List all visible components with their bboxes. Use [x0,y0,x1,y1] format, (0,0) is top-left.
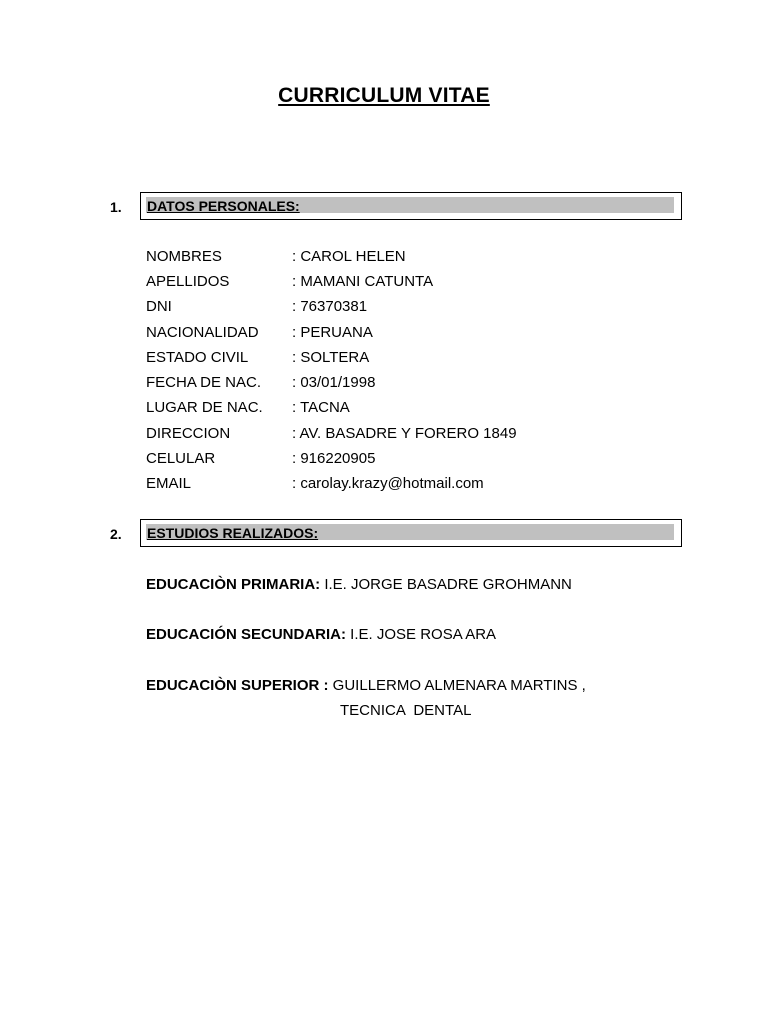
section-header-label: DATOS PERSONALES: [147,198,300,214]
field-label: DIRECCION [146,425,231,442]
field-label: ESTADO CIVIL [146,349,249,366]
field-label: LUGAR DE NAC. [146,399,263,416]
field-label: FECHA DE NAC. [146,374,262,391]
field-label: NOMBRES [146,248,222,265]
field-value: : SOLTERA [292,349,370,366]
section-number: 1. [110,199,122,215]
field-value: : MAMANI CATUNTA [292,273,434,290]
field-value: : CAROL HELEN [292,248,406,265]
education-superior [146,677,586,695]
education-label: EDUCACIÒN PRIMARIA: [146,576,321,593]
field-value: : AV. BASADRE Y FORERO 1849 [292,425,517,442]
field-value: : PERUANA [292,324,373,341]
field-value: : carolay.krazy@hotmail.com [292,475,484,492]
section-header-estudios-realizados [140,519,682,547]
field-value: : 916220905 [292,450,376,467]
section-number: 2. [110,526,122,542]
field-label: APELLIDOS [146,273,230,290]
education-secondary [146,626,496,644]
field-value: : 76370381 [292,298,368,315]
field-label: DNI [146,298,172,315]
education-value: GUILLERMO ALMENARA MARTINS , [328,677,586,694]
field-label: EMAIL [146,475,192,492]
education-primary [146,576,572,594]
education-label: EDUCACIÒN SUPERIOR : [146,677,329,694]
section-header-datos-personales [140,192,682,220]
field-value: : TACNA [292,399,350,416]
field-value: : 03/01/1998 [292,374,376,391]
education-superior-continuation: TECNICA DENTAL [340,702,472,719]
field-label: CELULAR [146,450,216,467]
field-label: NACIONALIDAD [146,324,259,341]
education-value: I.E. JORGE BASADRE GROHMANN [320,576,572,593]
education-value: I.E. JOSE ROSA ARA [346,626,497,643]
page-title: CURRICULUM VITAE [278,84,490,107]
section-header-label: ESTUDIOS REALIZADOS: [147,525,319,541]
education-label: EDUCACIÓN SECUNDARIA: [146,626,347,643]
